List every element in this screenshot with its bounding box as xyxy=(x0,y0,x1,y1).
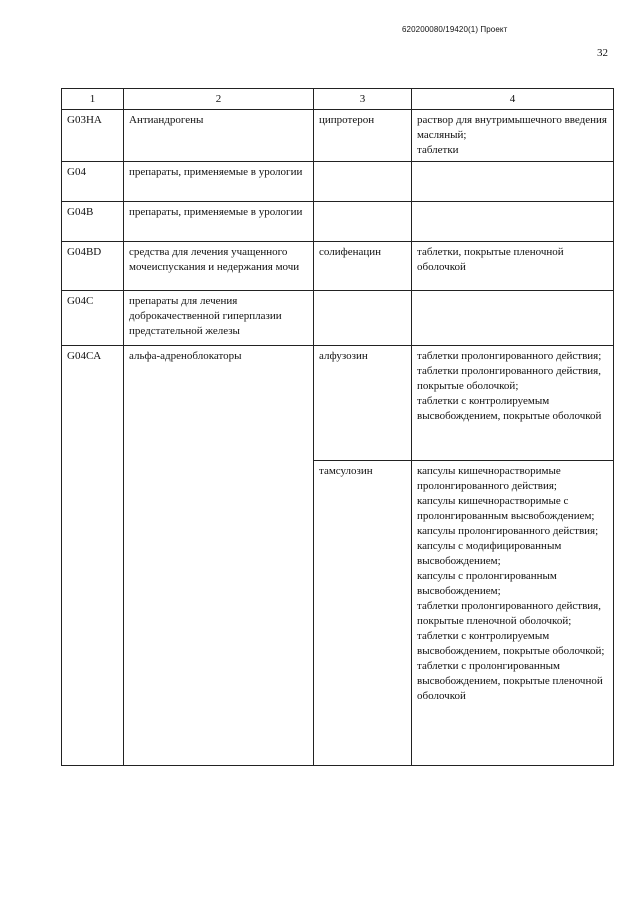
medication-table xyxy=(61,88,614,766)
substance-cell: солифенацин xyxy=(314,242,412,291)
dosage-form-cell xyxy=(412,162,614,202)
column-header-3: 3 xyxy=(314,89,412,110)
group-cell: препараты, применяемые в урологии xyxy=(124,202,314,242)
atc-code-cell: G04C xyxy=(62,291,124,346)
table-row xyxy=(62,162,614,202)
dosage-form-cell: раствор для внутримышечного введения масляный; таблетки xyxy=(412,110,614,162)
dosage-form-cell: таблетки пролонгированного действия; таблетки пролонгированного действия, покрытые оболочкой; таблетки с контролируемым высвобождением, покрытые оболочкой xyxy=(412,346,614,461)
page-number: 32 xyxy=(597,47,608,59)
substance-cell: алфузозин xyxy=(314,346,412,461)
column-header-1: 1 xyxy=(62,89,124,110)
dosage-form-cell: таблетки, покрытые пленочной оболочкой xyxy=(412,242,614,291)
substance-cell: ципротерон xyxy=(314,110,412,162)
document-id: 620200080/19420(1) Проект xyxy=(402,25,508,34)
table-row xyxy=(62,242,614,291)
column-header-4: 4 xyxy=(412,89,614,110)
substance-cell xyxy=(314,162,412,202)
dosage-form-cell xyxy=(412,291,614,346)
table-header-row xyxy=(62,89,614,110)
table-row xyxy=(62,346,614,461)
table-row xyxy=(62,291,614,346)
table-row xyxy=(62,202,614,242)
substance-cell: тамсулозин xyxy=(314,461,412,766)
group-cell: средства для лечения учащенного мочеиспускания и недержания мочи xyxy=(124,242,314,291)
atc-code-cell: G04 xyxy=(62,162,124,202)
group-cell: препараты, применяемые в урологии xyxy=(124,162,314,202)
dosage-form-cell: капсулы кишечнорастворимые пролонгированного действия; капсулы кишечнорастворимые с пролонгированным высвобождением; капсулы пролонгированного действия; капсулы с модифицированным высвобождением; капсулы с пролонгированным высвобождением; таблетки пролонгированного действия, покрытые пленочной оболочкой; таблетки с контролируемым высвобождением, покрытые оболочкой; таблетки с пролонгированным высвобождением, покрытые пленочной оболочкой xyxy=(412,461,614,766)
substance-cell xyxy=(314,202,412,242)
atc-code-cell: G04BD xyxy=(62,242,124,291)
atc-code-cell: G04B xyxy=(62,202,124,242)
substance-cell xyxy=(314,291,412,346)
dosage-form-cell xyxy=(412,202,614,242)
column-header-2: 2 xyxy=(124,89,314,110)
atc-code-cell: G03HA xyxy=(62,110,124,162)
table-row xyxy=(62,110,614,162)
atc-code-cell: G04CA xyxy=(62,346,124,766)
group-cell: альфа-адреноблокаторы xyxy=(124,346,314,766)
group-cell: препараты для лечения доброкачественной гиперплазии предстательной железы xyxy=(124,291,314,346)
group-cell: Антиандрогены xyxy=(124,110,314,162)
